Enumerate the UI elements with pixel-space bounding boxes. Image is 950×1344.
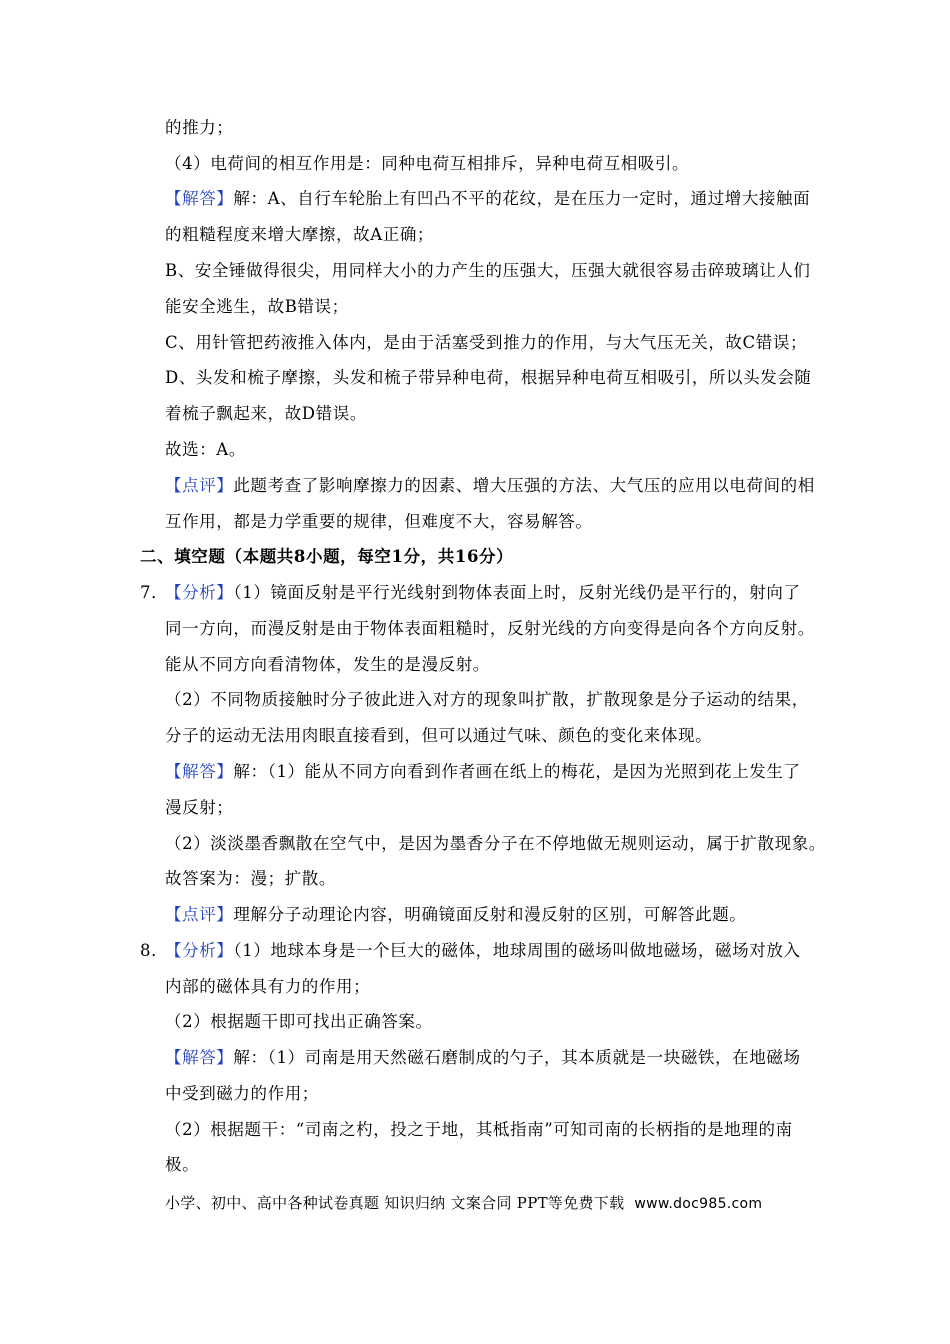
comment-paragraph: 【点评】理解分子动理论内容，明确镜面反射和漫反射的区别，可解答此题。 (165, 905, 747, 924)
text-line: 同一方向，而漫反射是由于物体表面粗糙时，反射光线的方向变得是向各个方向反射。 (165, 619, 815, 638)
answer-tag: 【解答】 (165, 189, 234, 208)
question-number: 7． (140, 583, 169, 602)
comment-tag: 【点评】 (165, 476, 234, 495)
text-line: 故答案为：漫；扩散。 (165, 869, 336, 888)
footer-text: 小学、初中、高中各种试卷真题 知识归纳 文案合同 PPT等免费下载 (165, 1194, 625, 1212)
answer-tag: 【解答】 (165, 1048, 234, 1067)
answer-paragraph: 【解答】解：A、自行车轮胎上有凹凸不平的花纹，是在压力一定时，通过增大接触面 (165, 189, 811, 208)
page-footer (165, 1193, 762, 1214)
text-line: 极。 (165, 1155, 200, 1174)
text-line: D、头发和梳子摩擦，头发和梳子带异种电荷，根据异种电荷互相吸引，所以头发会随 (165, 368, 812, 387)
comment-paragraph: 【点评】此题考查了影响摩擦力的因素、增大压强的方法、大气压的应用以电荷间的相 (165, 476, 815, 495)
text-line: B、安全锤做得很尖，用同样大小的力产生的压强大，压强大就很容易击碎玻璃让人们 (165, 261, 811, 280)
section-heading: 二、填空题（本题共8小题，每空1分，共16分） (140, 547, 514, 566)
text-line: 互作用，都是力学重要的规律，但难度不大，容易解答。 (165, 512, 593, 531)
question-number: 8． (140, 941, 169, 960)
text-line: 中受到磁力的作用； (165, 1084, 319, 1103)
analysis-tag: 【分析】 (165, 583, 234, 602)
text-line: （2）淡淡墨香飘散在空气中，是因为墨香分子在不停地做无规则运动，属于扩散现象。 (165, 834, 826, 853)
text-line: 内部的磁体具有力的作用； (165, 977, 371, 996)
text-line: （2）根据题干即可找出正确答案。 (165, 1012, 433, 1031)
text-line: 能从不同方向看清物体，发生的是漫反射。 (165, 655, 490, 674)
text-line: C、用针管把药液推入体内，是由于活塞受到推力的作用，与大气压无关，故C错误； (165, 333, 808, 352)
answer-tag: 【解答】 (165, 762, 234, 781)
analysis-paragraph: 【分析】（1）镜面反射是平行光线射到物体表面上时，反射光线仍是平行的，射向了 (165, 583, 801, 602)
text-line: 分子的运动无法用肉眼直接看到，但可以通过气味、颜色的变化来体现。 (165, 726, 713, 745)
text-line: 着梳子飘起来，故D错误。 (165, 404, 367, 423)
analysis-tag: 【分析】 (165, 941, 234, 960)
answer-paragraph: 【解答】解：（1）司南是用天然磁石磨制成的勺子，其本质就是一块磁铁，在地磁场 (165, 1048, 801, 1067)
text-line: 故选：A。 (165, 440, 246, 459)
comment-tag: 【点评】 (165, 905, 234, 924)
answer-paragraph: 【解答】解：（1）能从不同方向看到作者画在纸上的梅花，是因为光照到花上发生了 (165, 762, 801, 781)
text-line: 漫反射； (165, 798, 234, 817)
text-line: 的推力； (165, 118, 234, 137)
analysis-paragraph: 【分析】（1）地球本身是一个巨大的磁体，地球周围的磁场叫做地磁场，磁场对放入 (165, 941, 801, 960)
text-line: 能安全逃生，故B错误； (165, 297, 349, 316)
text-line: （2）根据题干：“司南之杓，投之于地，其柢指南”可知司南的长柄指的是地理的南 (165, 1120, 793, 1139)
text-line: 的粗糙程度来增大摩擦，故A正确； (165, 225, 435, 244)
text-line: （2）不同物质接触时分子彼此进入对方的现象叫扩散，扩散现象是分子运动的结果， (165, 690, 809, 709)
footer-site-link[interactable]: www.doc985.com (634, 1196, 763, 1212)
text-line: （4）电荷间的相互作用是：同种电荷互相排斥，异种电荷互相吸引。 (165, 154, 690, 173)
